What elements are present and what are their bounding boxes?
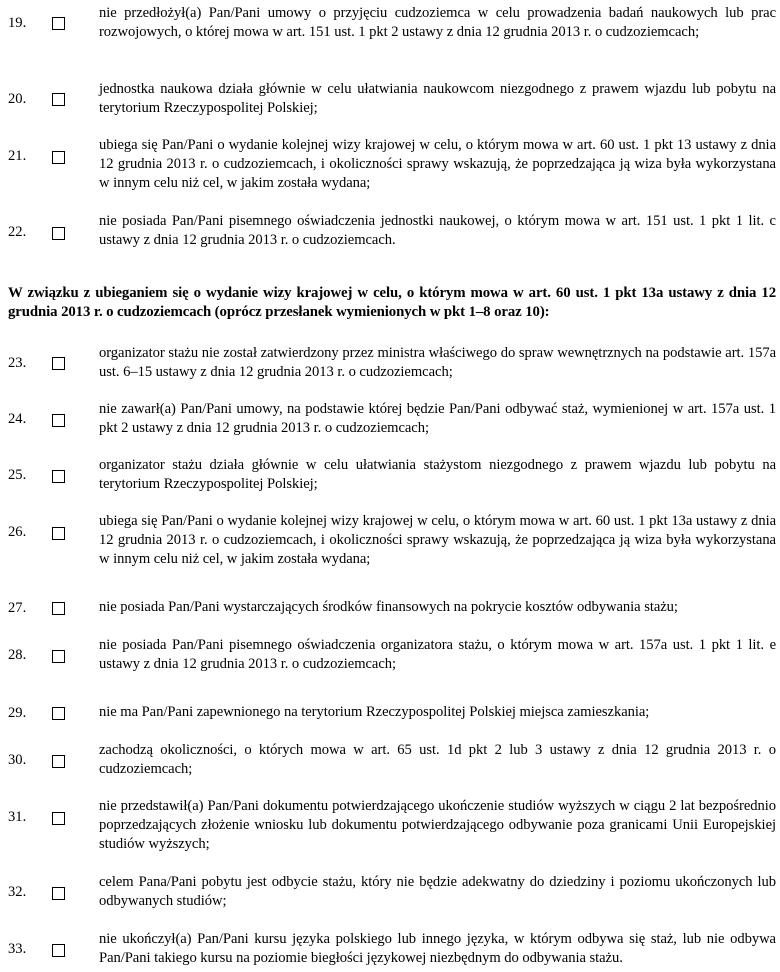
item-text: organizator stażu działa głównie w celu ułatwiania stażystom niezgodnego z prawem wjazdu lub pobytu na terytorium Rzeczypospolitej Polskiej; — [99, 457, 776, 492]
item-text: nie zawarł(a) Pan/Pani umowy, na podstawie której będzie Pan/Pani odbywać staż, wymienionej w art. 157a ust. 1 pkt 2 ustawy z dnia 12 grudnia 2013 r. o cudzoziemcach; — [99, 401, 776, 436]
item-number: 30. — [8, 752, 27, 768]
checkbox-item-23[interactable] — [52, 357, 65, 370]
item-text: jednostka naukowa działa głównie w celu ułatwiania naukowcom niezgodnego z prawem wjazdu lub pobytu na terytorium Rzeczypospolitej Polskiej; — [99, 81, 776, 116]
checkbox-item-22[interactable] — [52, 227, 65, 240]
checkbox-item-33[interactable] — [52, 944, 65, 957]
item-number: 28. — [8, 647, 27, 663]
item-number: 19. — [8, 15, 27, 31]
checkbox-item-25[interactable] — [52, 470, 65, 483]
checkbox-item-24[interactable] — [52, 414, 65, 427]
item-text: nie posiada Pan/Pani pisemnego oświadczenia jednostki naukowej, o którym mowa w art. 151 ust. 1 pkt 1 lit. c ustawy z dnia 12 grudnia 2013 r. o cudzoziemcach. — [99, 213, 776, 248]
item-text: nie posiada Pan/Pani wystarczających środków finansowych na pokrycie kosztów odbywania stażu; — [99, 599, 678, 615]
item-text: ubiega się Pan/Pani o wydanie kolejnej wizy krajowej w celu, o którym mowa w art. 60 ust. 1 pkt 13a ustawy z dnia 12 grudnia 2013 r. o cudzoziemcach, i okoliczności sprawy wskazują, że poprzedzająca ją wiza była wykorzystana w innym celu niż cel, w jakim została wydana; — [99, 513, 776, 567]
checkbox-item-19[interactable] — [52, 17, 65, 30]
item-text: zachodzą okoliczności, o których mowa w art. 65 ust. 1d pkt 2 lub 3 ustawy z dnia 12 grudnia 2013 r. o cudzoziemcach; — [99, 742, 776, 777]
item-number: 23. — [8, 355, 27, 371]
item-text: nie posiada Pan/Pani pisemnego oświadczenia organizatora stażu, o którym mowa w art. 157a ust. 1 pkt 1 lit. e ustawy z dnia 12 grudnia 2013 r. o cudzoziemcach; — [99, 637, 776, 672]
item-number: 29. — [8, 705, 27, 721]
checkbox-item-28[interactable] — [52, 650, 65, 663]
checkbox-item-21[interactable] — [52, 151, 65, 164]
item-number: 32. — [8, 884, 27, 900]
item-text: ubiega się Pan/Pani o wydanie kolejnej wizy krajowej w celu, o którym mowa w art. 60 ust. 1 pkt 13 ustawy z dnia 12 grudnia 2013 r. o cudzoziemcach, i okoliczności sprawy wskazują, że poprzedzająca ją wiza była wykorzystana w innym celu niż cel, w jakim została wydana; — [99, 137, 776, 191]
item-number: 31. — [8, 809, 27, 825]
item-number: 24. — [8, 411, 27, 427]
item-number: 26. — [8, 524, 27, 540]
item-number: 33. — [8, 941, 27, 957]
item-text: nie przedstawił(a) Pan/Pani dokumentu potwierdzającego ukończenie studiów wyższych w ciągu 2 lat bezpośrednio poprzedzających złożenie wniosku lub dokumentu potwierdzającego odbywanie poza granicami Unii Europejskiej studiów wyższych; — [99, 798, 776, 852]
item-number: 21. — [8, 148, 27, 164]
checkbox-item-31[interactable] — [52, 812, 65, 825]
item-text: celem Pana/Pani pobytu jest odbycie stażu, który nie będzie adekwatny do dziedziny i poziomu ukończonych lub odbywanych studiów; — [99, 874, 776, 909]
section-heading: W związku z ubieganiem się o wydanie wizy krajowej w celu, o którym mowa w art. 60 ust. 1 pkt 13a ustawy z dnia 12 grudnia 2013 r. o cudzoziemcach (oprócz przesłanek wymienionych w pkt 1–8 oraz 10): — [8, 285, 776, 320]
checkbox-item-32[interactable] — [52, 887, 65, 900]
item-number: 25. — [8, 467, 27, 483]
item-text: nie ma Pan/Pani zapewnionego na terytorium Rzeczypospolitej Polskiej miejsca zamieszkania; — [99, 704, 650, 720]
checkbox-item-20[interactable] — [52, 93, 65, 106]
item-number: 20. — [8, 91, 27, 107]
checkbox-item-29[interactable] — [52, 707, 65, 720]
item-text: nie przedłożył(a) Pan/Pani umowy o przyjęciu cudzoziemca w celu prowadzenia badań naukowych lub prac rozwojowych, o której mowa w art. 151 ust. 1 pkt 2 ustawy z dnia 12 grudnia 2013 r. o cudzoziemcach; — [99, 5, 776, 40]
item-number: 27. — [8, 600, 27, 616]
checkbox-item-27[interactable] — [52, 602, 65, 615]
checkbox-item-26[interactable] — [52, 527, 65, 540]
item-number: 22. — [8, 224, 27, 240]
item-text: organizator stażu nie został zatwierdzony przez ministra właściwego do spraw wewnętrznych na podstawie art. 157a ust. 6–15 ustawy z dnia 12 grudnia 2013 r. o cudzoziemcach; — [99, 345, 776, 380]
checkbox-item-30[interactable] — [52, 755, 65, 768]
item-text: nie ukończył(a) Pan/Pani kursu języka polskiego lub innego języka, w którym odbywa się staż, lub nie odbywa Pan/Pani takiego kursu na poziomie biegłości językowej niezbędnym do odbywania stażu. — [99, 931, 776, 966]
